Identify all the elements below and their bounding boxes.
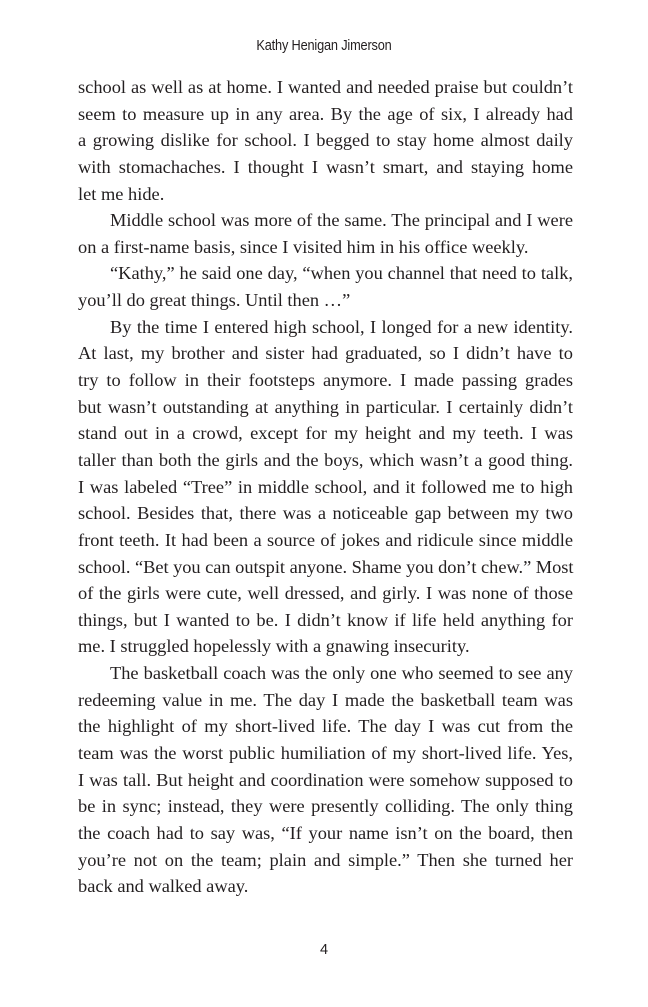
body-text (78, 74, 573, 900)
text-line: team was the worst public humiliation of my short-lived life. Yes, (78, 743, 573, 764)
text-line: be in sync; instead, they were presently colliding. The only thing (78, 796, 573, 817)
text-line: By the time I entered high school, I longed for a new identity. (110, 316, 573, 337)
text-line: the highlight of my short-lived life. The day I was cut from the (78, 716, 573, 737)
text-line: on a first-name basis, since I visited him in his office weekly. (78, 236, 529, 257)
text-line: “Kathy,” he said one day, “when you channel that need to talk, (110, 263, 573, 284)
text-line: let me hide. (78, 183, 165, 204)
text-line: The basketball coach was the only one who seemed to see any (110, 663, 573, 684)
text-line: taller than both the girls and the boys, which wasn’t a good thing. (78, 449, 573, 470)
text-line: I was tall. But height and coordination were somehow supposed to (78, 769, 573, 790)
text-line: but wasn’t outstanding at anything in particular. I certainly didn’t (78, 396, 573, 417)
text-line: redeeming value in me. The day I made the basketball team was (78, 689, 573, 710)
text-line: me. I struggled hopelessly with a gnawing insecurity. (78, 636, 470, 657)
text-line: back and walked away. (78, 876, 249, 897)
text-line: stand out in a crowd, except for my height and my teeth. I was (78, 423, 573, 444)
text-line: try to follow in their footsteps anymore. I made passing grades (78, 370, 573, 391)
text-line: a growing dislike for school. I begged to stay home almost daily (78, 130, 573, 151)
text-line: school. “Bet you can outspit anyone. Shame you don’t chew.” Most (78, 556, 574, 577)
text-line: Middle school was more of the same. The principal and I were (110, 210, 573, 231)
text-line: seem to measure up in any area. By the age of six, I already had (78, 103, 573, 124)
text-line: with stomachaches. I thought I wasn’t smart, and staying home (78, 156, 573, 177)
page-number: 4 (319, 942, 329, 958)
text-line: I was labeled “Tree” in middle school, and it followed me to high (78, 476, 573, 497)
text-line: school. Besides that, there was a noticeable gap between my two (78, 503, 573, 524)
text-line: you’ll do great things. Until then …” (78, 290, 351, 311)
text-line: front teeth. It had been a source of jokes and ridicule since middle (78, 529, 573, 550)
text-line: At last, my brother and sister had graduated, so I didn’t have to (78, 343, 573, 364)
text-line: school as well as at home. I wanted and needed praise but couldn’t (78, 77, 573, 97)
text-line: things, but I wanted to be. I didn’t know if life held anything for (78, 609, 573, 630)
text-line: you’re not on the team; plain and simple.” Then she turned her (78, 849, 573, 870)
running-head: Kathy Henigan Jimerson (256, 38, 392, 54)
text-line: the coach had to say was, “If your name isn’t on the board, then (78, 822, 573, 843)
text-line: of the girls were cute, well dressed, and girly. I was none of those (78, 583, 573, 604)
